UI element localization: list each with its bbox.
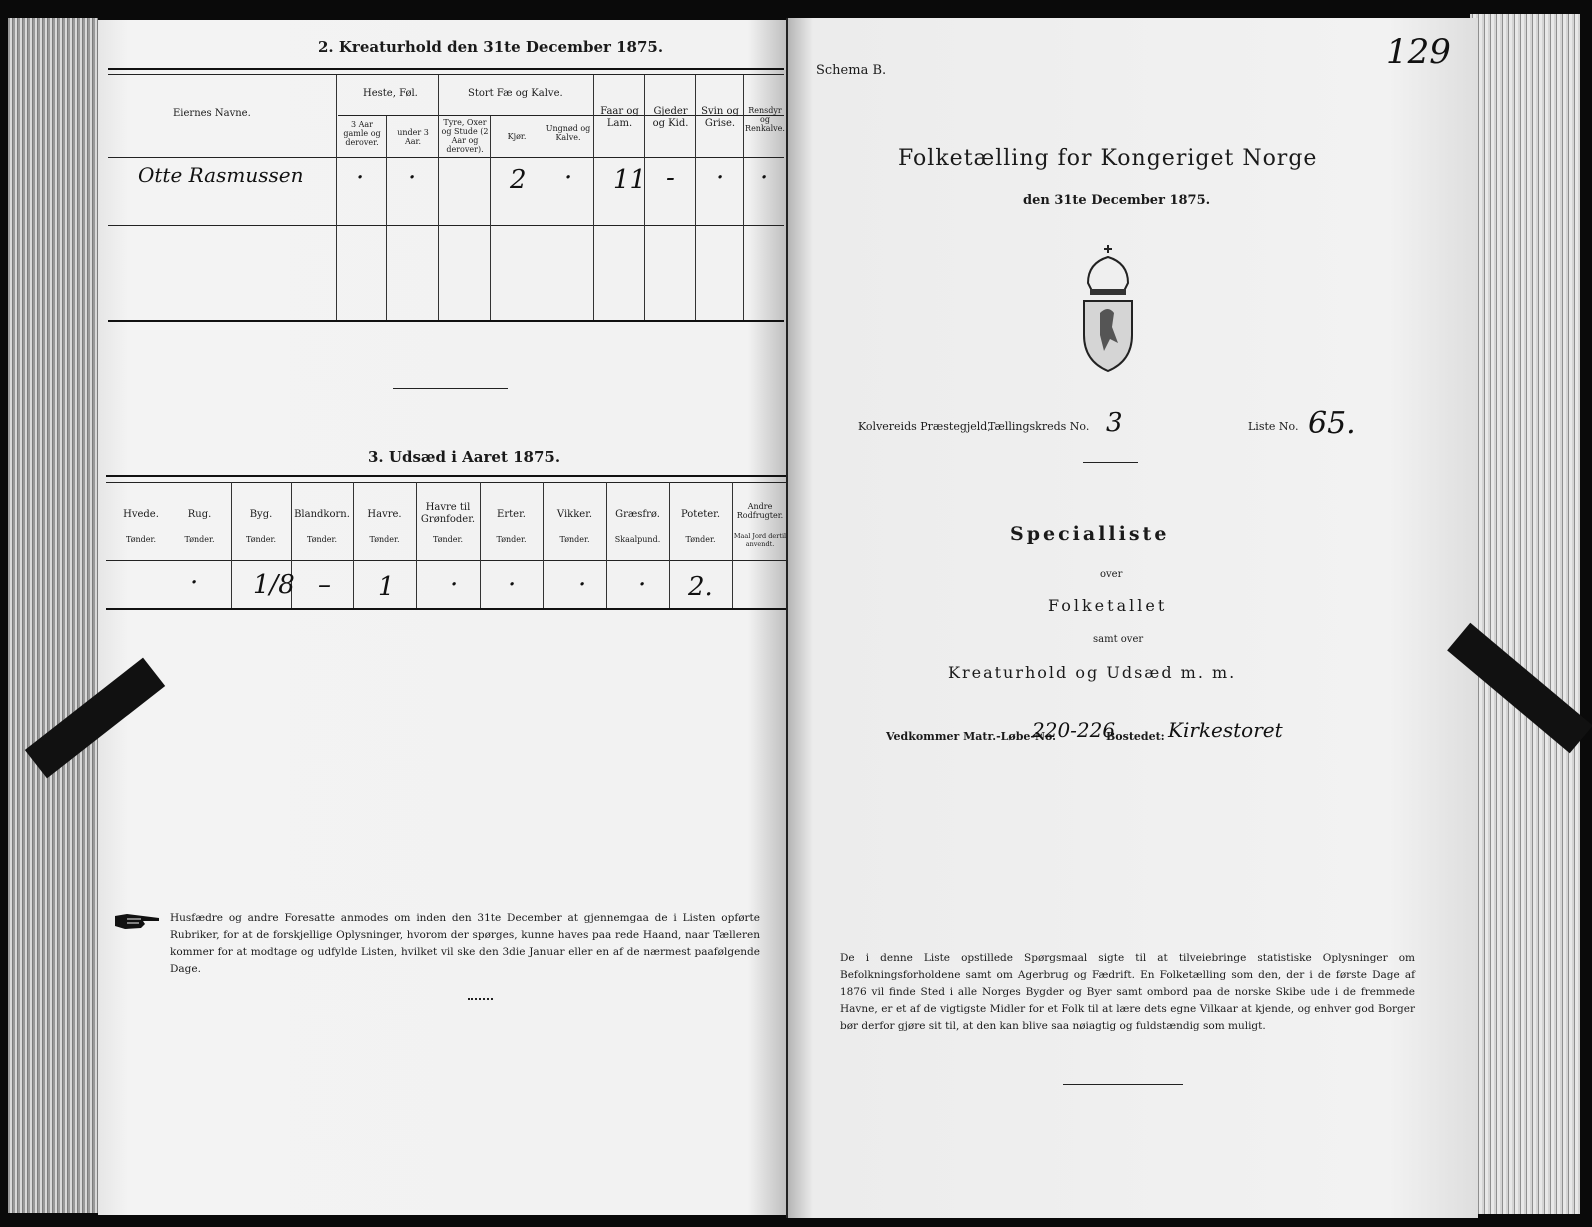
seed-value-peas: · [508,570,517,600]
matr-value: 220-226 [1032,718,1116,742]
seed-header-barley: Byg. [249,509,273,520]
seed-header-potatoes: Poteter. [680,509,721,520]
horses-old-value: · [356,163,365,193]
seed-header-oats: Havre. [367,509,402,520]
bulls-header: Tyre, Oxer og Stude (2 Aar og derover). [441,118,489,154]
right-page [788,18,1478,1218]
seed-unit-grass: Skaalpund. [614,535,661,544]
cows-header: Kjør. [507,132,527,141]
young-cattle-header: Ungnød og Kalve. [545,124,591,142]
seed-value-grass: · [638,570,647,600]
section3-title: 3. Udsæd i Aaret 1875. [368,448,561,466]
sheep-value: 11 [613,165,647,195]
bosted-value: Kirkestoret [1168,718,1283,742]
list-value: 65. [1308,406,1356,441]
seed-unit-barley: Tønder. [245,535,277,544]
footer-paragraph: De i denne Liste opstillede Spørgsmaal sigte til at tilveiebringe statistiske Oplysninger om Befolkningsforholdene samt om Agerbrug og Fædrift. En Folketælling som den, der i de første Dage af 1876 vil finde Sted i alle Norges Bygder og Byer samt ombord paa de norske Skibe ude i de fremmede Havne, er et af de vigtigste Midler for et Folk til at lære dets egne Vilkaar at kjende, og enhver god Borger bør derfor gjøre sit til, at den kan blive saa nøiagtig og fuldstændig som muligt. [840,952,1415,1032]
district-label: Tællingskreds No. [988,420,1090,433]
seed-header-vetch: Vikker. [556,509,593,520]
folketallet-label: Folketallet [1048,596,1168,615]
seed-header-peas: Erter. [497,509,526,520]
seed-value-potatoes: 2. [688,572,713,602]
seed-value-oats: 1 [378,572,395,602]
page-number: 129 [1386,32,1451,72]
seed-unit-mixed: Tønder. [306,535,338,544]
seed-unit-vetch: Tønder. [559,535,590,544]
seed-unit-rye: Tønder. [184,535,215,544]
seed-value-vetch: · [578,570,587,600]
young-cattle-value: · [564,163,573,193]
instructions-note: Husfædre og andre Foresatte anmodes om inden den 31te December at gjennemgaa de i Listen opførte Rubriker, for at de forskjellige Oplysninger, hvorom der spørges, kunne haves paa rede Haand, naar Tælleren kommer for at modtage og udfylde Listen, hvilket vil ske den 3die Januar eller en af de nærmest paafølgende Dage. [170,912,760,975]
kreaturhold-label: Kreaturhold og Udsæd m. m. [948,663,1237,682]
district-value: 3 [1106,408,1123,438]
horses-header: Heste, Føl. [363,88,418,99]
census-title: Folketælling for Kongeriget Norge [898,146,1318,171]
sheep-header: Faar og Lam. [600,106,639,129]
pointing-hand-icon [113,910,163,932]
horses-old-header: 3 Aar gamle og derover. [343,120,381,147]
owner-header: Eiernes Navne. [173,108,251,119]
seed-header-rye: Rug. [187,509,212,520]
section2-title: 2. Kreaturhold den 31te December 1875. [318,38,664,56]
pigs-value: · [716,163,725,193]
norway-coat-of-arms-icon [1078,243,1138,373]
cows-value: 2 [510,165,527,195]
horses-young-header: under 3 Aar. [397,128,429,146]
seed-unit-green-oats: Tønder. [432,535,464,544]
seed-header-grass: Græsfrø. [615,509,660,520]
reindeer-header: Rensdyr og Renkalve. [745,106,785,133]
owner-name: Otte Rasmussen [138,163,304,187]
parish-label: Kolvereids Præstegjeld, [858,420,991,433]
seed-unit-roots: Maal Jord dertil anvendt. [733,532,787,548]
seed-value-green-oats: · [450,570,459,600]
cattle-header: Stort Fæ og Kalve. [468,88,563,99]
seed-unit-peas: Tønder. [496,535,527,544]
seed-value-rye: · [190,568,199,598]
seed-header-roots: Andre Rodfrugter. [736,502,784,520]
schema-label: Schema B. [816,63,887,78]
right-page-edges [1470,14,1580,1214]
goats-header: Gjeder og Kid. [652,106,689,129]
left-page-edges [8,18,98,1213]
reindeer-value: · [760,163,769,193]
bosted-label: Bostedet: [1106,730,1165,743]
seed-header-mixed: Blandkorn. [294,509,350,520]
samt-over-label: samt over [1093,634,1144,645]
seed-unit-wheat: Tønder. [125,535,157,544]
horses-young-value: · [408,163,417,193]
census-date: den 31te December 1875. [1023,193,1211,208]
goats-value: - [666,163,675,193]
seed-value-mixed: – [318,570,331,600]
seed-header-wheat: Hvede. [123,509,159,520]
seed-unit-oats: Tønder. [369,535,400,544]
pigs-header: Svin og Grise. [701,106,739,129]
over-label: over [1100,569,1123,580]
seed-value-barley: 1/8 [253,570,295,600]
list-label: Liste No. [1248,420,1299,433]
seed-header-green-oats: Havre til Grønfoder. [420,502,476,525]
matr-label: Vedkommer Matr.-Løbe-No. [886,730,1056,743]
left-page [98,20,788,1215]
specialliste-title: Specialliste [1010,523,1170,545]
seed-unit-potatoes: Tønder. [685,535,716,544]
